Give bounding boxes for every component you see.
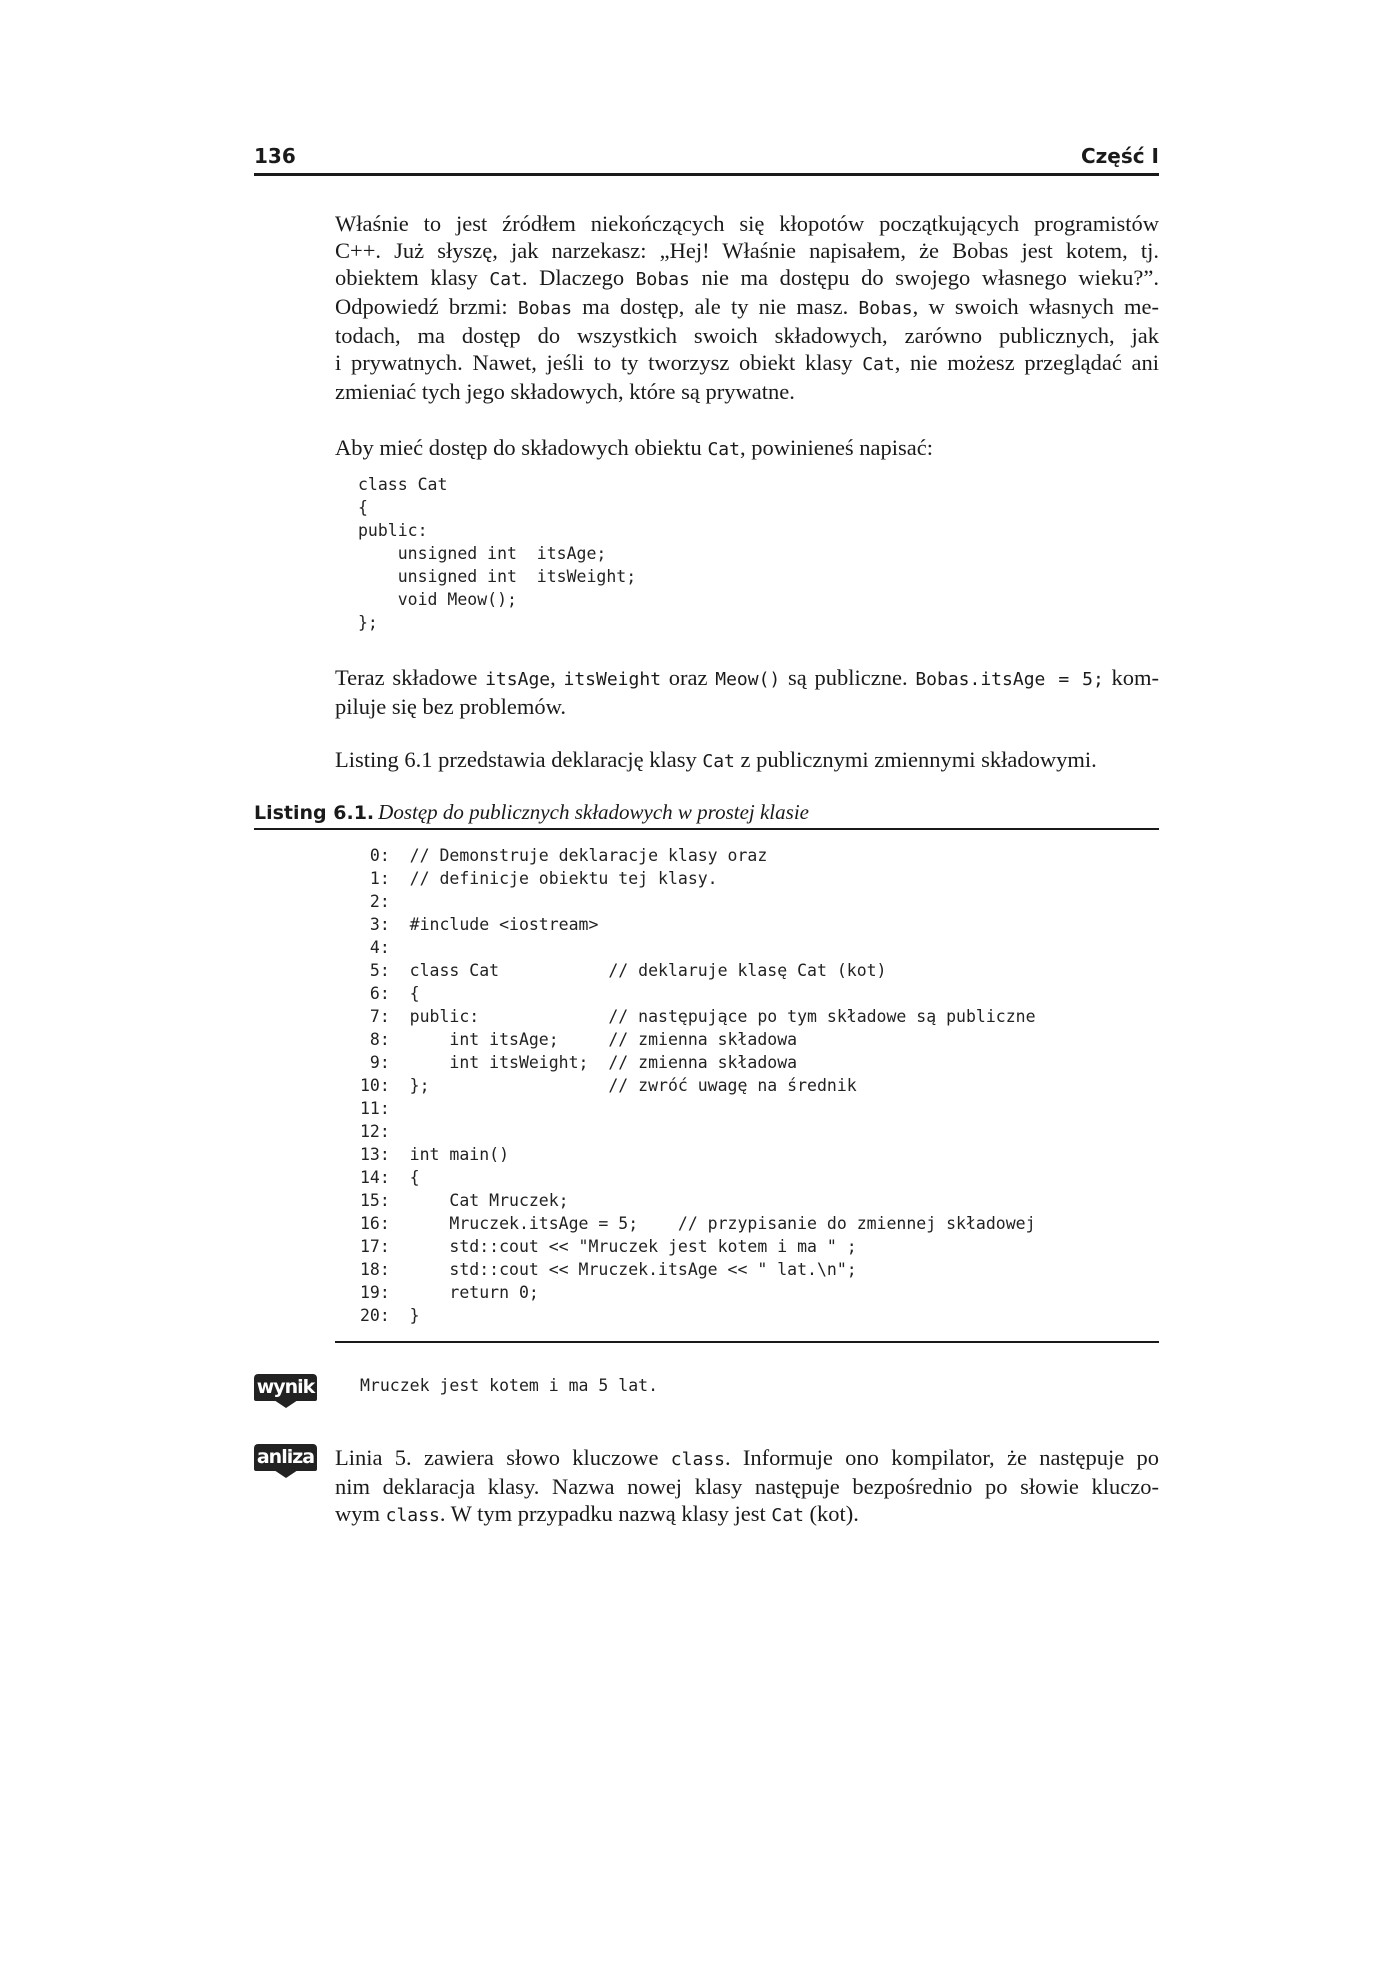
listing-caption [254,800,1159,830]
text-line: zmieniać tych jego składowych, które są prywatne. [335,379,795,404]
text-line: obiektem klasy Cat. Dlaczego Bobas nie ma dostępu do swojego własnego wieku?”. [335,265,1159,290]
text-line: Odpowiedź brzmi: Bobas ma dostęp, ale ty nie masz. Bobas, w swoich własnych me- [335,294,1159,319]
listing-code: 0: // Demonstruje deklaracje klasy oraz 1: // definicje obiektu tej klasy. 2: 3: #include <iostream> 4: 5: class Cat // deklaruje klasę Cat (kot) 6: { 7: public: // następujące po tym składowe są publiczne 8: int itsAge; // zmienna składowa 9: int itsWeight; // zmienna składowa 10: }; // zwróć uwagę na średnik 11: 12: 13: int main() 14: { 15: Cat Mruczek; 16: Mruczek.itsAge = 5; // przypisanie do zmiennej składowej 17: std::cout << "Mruczek jest kotem i ma " ; 18: std::cout << Mruczek.itsAge << " lat.\n"; 19: return 0; 20: } [360,846,1036,1325]
paragraph-analysis [335,1444,1159,1529]
paragraph-public [335,664,1159,720]
text-line: i prywatnych. Nawet, jeśli to ty tworzysz obiekt klasy Cat, nie możesz przeglądać ani [335,350,1159,375]
program-output: Mruczek jest kotem i ma 5 lat. [360,1376,659,1395]
text-line: piluje się bez problemów. [335,694,566,719]
listing-label: Listing 6.1. [254,802,375,824]
output-badge-label: wynik [256,1376,315,1398]
text-line: Właśnie to jest źródłem niekończących się kłopotów początkujących programistów [335,211,1159,236]
text-line: wym class. W tym przypadku nazwą klasy jest Cat (kot). [335,1501,859,1526]
text-line: Listing 6.1 przedstawia deklarację klasy Cat z publicznymi zmiennymi składowymi. [335,747,1097,772]
analysis-badge-label: anliza [256,1446,315,1468]
text-line: todach, ma dostęp do wszystkich swoich składowych, zarówno publicznych, jak [335,323,1159,348]
part-label: Część I [1080,144,1159,168]
text-line: C++. Już słyszę, jak narzekasz: „Hej! Właśnie napisałem, że Bobas jest kotem, tj. [335,238,1159,263]
analysis-badge-icon [254,1444,317,1478]
paragraph-access [335,434,1159,463]
text-line: Linia 5. zawiera słowo kluczowe class. Informuje ono kompilator, że następuje po [335,1445,1159,1470]
paragraph-listing-intro [335,746,1159,775]
output-badge-icon [254,1374,317,1408]
text-line: Teraz składowe itsAge, itsWeight oraz Meow() są publiczne. Bobas.itsAge = 5; kom- [335,665,1160,690]
code-snippet-class: class Cat { public: unsigned int itsAge; unsigned int itsWeight; void Meow(); }; [358,475,637,632]
listing-title: Dostęp do publicznych składowych w prostej klasie [378,800,809,824]
paragraph-intro [335,210,1159,405]
page-number: 136 [254,144,296,168]
text-line: nim deklaracja klasy. Nazwa nowej klasy następuje bezpośrednio po słowie kluczo- [335,1474,1159,1499]
listing-end-rule [335,1341,1159,1343]
text-line: Aby mieć dostęp do składowych obiektu Cat, powinieneś napisać: [335,435,934,460]
page-header [254,140,1159,176]
